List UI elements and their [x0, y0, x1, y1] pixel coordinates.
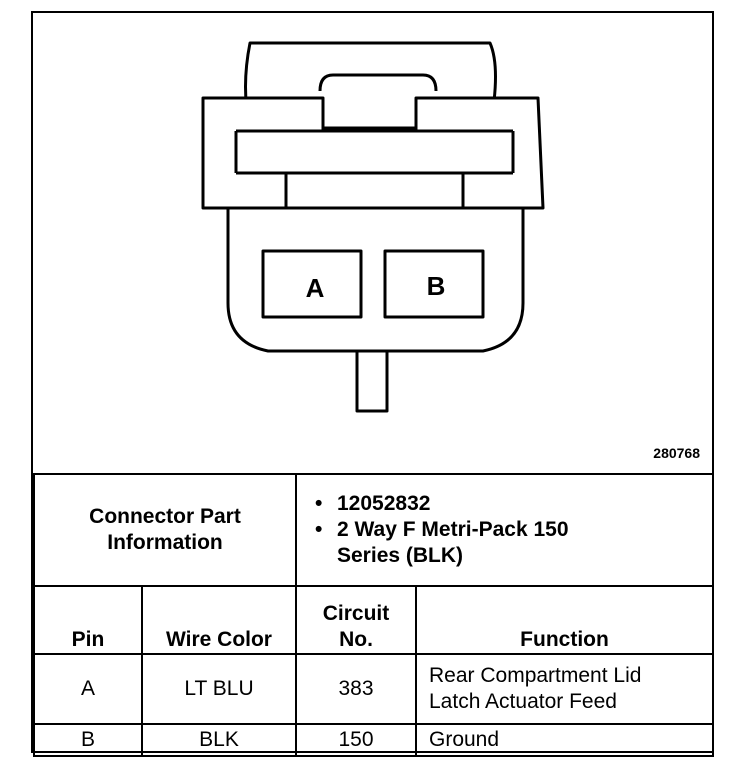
header-function: Function — [416, 586, 713, 654]
connector-diagram — [33, 13, 716, 473]
connector-sheet — [31, 11, 714, 753]
cell-circuit: 383 — [296, 654, 416, 724]
connector-part-details — [296, 474, 713, 586]
pin-label-a: A — [305, 273, 325, 303]
connector-description: • 2 Way F Metri-Pack 150 Series (BLK) — [337, 517, 712, 569]
header-wire-color: Wire Color — [142, 586, 296, 654]
cell-wire-color: BLK — [142, 724, 296, 756]
cell-pin: B — [34, 724, 142, 756]
cell-wire-color: LT BLU — [142, 654, 296, 724]
table-header-row — [34, 586, 713, 654]
part-number: • 12052832 — [337, 491, 712, 517]
connector-stem — [357, 351, 387, 411]
connector-part-label: Connector Part Information — [34, 474, 296, 586]
pin-label-b: B — [426, 271, 446, 301]
header-circuit: Circuit No. — [296, 586, 416, 654]
cell-function: Rear Compartment Lid Latch Actuator Feed — [416, 654, 713, 724]
cell-function: Ground — [416, 724, 713, 756]
table-row — [34, 654, 713, 724]
figure-number: 280768 — [653, 445, 700, 461]
connector-info-table — [33, 473, 714, 757]
cell-circuit: 150 — [296, 724, 416, 756]
connector-part-row — [34, 474, 713, 586]
header-pin: Pin — [34, 586, 142, 654]
connector-part-list — [297, 481, 712, 579]
cell-pin: A — [34, 654, 142, 724]
table-row — [34, 724, 713, 756]
